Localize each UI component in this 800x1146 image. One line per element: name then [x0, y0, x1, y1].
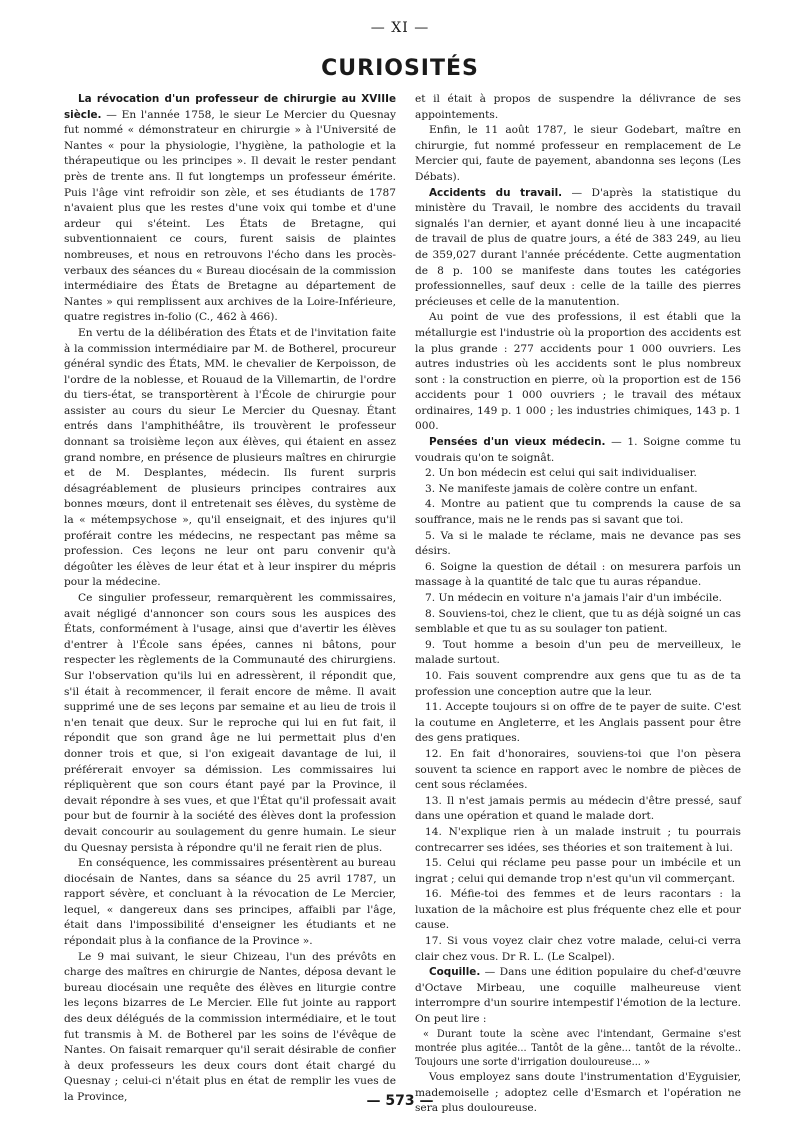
paragraph: Ce singulier professeur, remarquèrent les commissaires, avait négligé d'annoncer son cours sous les auspices des États, conformément à l'usage, ainsi que d'avertir les élèves d'entrer à l'École sans épées, cannes ni bâtons, pour respecter les règlements de la Communauté des chirurgiens. Sur l'observation qu'ils lui en adressèrent, il répondit que, s'il était à recommencer, il ferait encore de même. Il avait supprimé une de ses leçons par semaine et au lieu de trois il n'en tenait que deux. Sur le reproche qui lui en fut fait, il répondit que son grand âge ne lui permettait plus d'en donner trois et que, si l'on exigeait davantage de lui, il préférerait envoyer sa démission. Les commissaires lui répliquèrent que son cours étant payé par la Province, il devait répondre à ses vues, et que l'État qu'il professait avait pour but de fournir à la société des élèves dont la profession devait concourir au soulagement du genre humain. Le sieur du Quesnay persista à répondre qu'il ne ferait rien de plus. — [64, 592, 396, 854]
paragraph — [64, 92, 396, 326]
paragraph — [415, 965, 741, 1027]
list-item: 14. N'explique rien à un malade instruit ; tu pourrais contrecarrer ses idées, ses théories et son traitement à lui. — [415, 825, 741, 854]
paragraph-text: — En l'année 1758, le sieur Le Mercier du Quesnay fut nommé « démonstrateur en chirurgie » à l'Université de Nantes « pour la physiologie, l'hygiène, la pathologie et la thérapeutique ou les principes ». Il devait le rester pendant près de trente ans. Il fut longtemps un professeur émérite. Puis l'âge vint refroidir son zèle, et ses étudiants de 1787 n'avaient plus que les restes d'une voix qui tombe et d'une ardeur qui s'éteint. Les États de Bretagne, qui subventionnaient ce cours, furent saisis de plaintes nombreuses, et nous en retrouvons l'écho dans les procès-verbaux des séances du « Bureau diocésain de la commission intermédiaire des États de Bretagne au département de Nantes » qui remplissent aux archives de la Loire-Inférieure, quatre registres in-folio (C., 462 à 466). — [64, 108, 396, 324]
section-heading: Coquille. — [429, 966, 481, 979]
section-heading: Accidents du travail. — [429, 186, 563, 199]
list-item: 6. Soigne la question de détail : on mesurera parfois un massage à la quantité de talc que tu auras répandue. — [415, 560, 741, 589]
paragraph: En vertu de la délibération des États et de l'invitation faite à la commission intermédiaire par M. de Botherel, procureur général syndic des États, MM. le chevalier de Kerpoisson, de l'ordre de la noblesse, et Rouaud de la Villemartin, de l'ordre du tiers-état, se transportèrent à l'École de chirurgie pour assister au cours du sieur Le Mercier du Quesnay. Étant entrés dans l'amphithéâtre, ils trouvèrent le professeur donnant sa troisième leçon aux élèves, qui étaient en assez grand nombre, en présence de plusieurs maîtres en chirurgie et de M. Desplantes, médecin. Ils furent surpris désagréablement de plusieurs principes contraires aux bonnes mœurs, dont il entretenait ses élèves, du système de la « métempsychose », qu'il enseignait, et des injures qu'il proférait contre les médecins, ne respectant pas même sa profession. Ces leçons ne leur ont paru convenir qu'à dégoûter les élèves de leur état et à leur inspirer du mépris pour la médecine. — [64, 326, 396, 589]
paragraph: Vous employez sans doute l'instrumentation d'Eyguisier, mademoiselle ; adoptez celle d'Esmarch et l'opération ne sera plus douloureuse. — [415, 1071, 741, 1115]
page-title: CURIOSITÉS — [321, 56, 479, 81]
paragraph: Le 9 mai suivant, le sieur Chizeau, l'un des prévôts en charge des maîtres en chirurgie de Nantes, déposa devant le bureau diocésain une requête des élèves en liturgie contre les leçons bizarres de Le Mercier. Elle fut jointe au rapport des deux délégués de la commission intermédiaire, et le tout fut transmis à M. de Botherel par les soins de l'évêque de Nantes. On faisait remarquer qu'il serait désirable de confier à deux professeurs les deux cours dont était chargé du Quesnay ; celui-ci n'était plus en état de remplir les vues de la Province, — [64, 950, 396, 1103]
paragraph — [415, 435, 741, 466]
list-item: 16. Méfie-toi des femmes et de leurs racontars : la luxation de la mâchoire est plus fréquente chez elle et pour cause. — [415, 888, 741, 932]
quotation: « Durant toute la scène avec l'intendant, Germaine s'est montrée plus agitée... Tantôt de la gêne... tantôt de la révolte.. Toujours une sorte d'irrigation douloureuse... » — [415, 1028, 741, 1069]
right-column — [415, 92, 741, 1115]
paragraph: Enfin, le 11 août 1787, le sieur Godebart, maître en chirurgie, fut nommé professeur en remplacement de Le Mercier qui, faute de payement, abandonna ses leçons (Les Débats). — [415, 124, 741, 183]
left-column — [64, 92, 396, 1103]
paragraph: et il était à propos de suspendre la délivrance de ses appointements. — [415, 93, 741, 121]
page-header-roman-numeral: — XI — — [370, 20, 430, 36]
section-heading: Pensées d'un vieux médecin. — [429, 436, 606, 449]
paragraph — [415, 186, 741, 311]
list-item: 17. Si vous voyez clair chez votre malade, celui-ci verra clair chez vous. Dr R. L. (Le Scalpel). — [415, 935, 741, 963]
list-item: 3. Ne manifeste jamais de colère contre un enfant. — [425, 482, 698, 495]
paragraph: En conséquence, les commissaires présentèrent au bureau diocésain de Nantes, dans sa séance du 25 avril 1787, un rapport sévère, et concluant à la révocation de Le Mercier, lequel, « dangereux dans ses principes, affaibli par l'âge, était dans l'impossibilité d'enseigner les étudiants et ne répondait plus à la confiance de la Province ». — [64, 857, 396, 948]
page-number: — 573 — — [366, 1093, 434, 1109]
list-item: 13. Il n'est jamais permis au médecin d'être pressé, sauf dans une opération et quand le malade dort. — [415, 794, 741, 823]
section-heading: La révocation d'un professeur de chirurgie au XVIIIe siècle. — [64, 93, 396, 121]
list-item: 5. Va si le malade te réclame, mais ne devance pas ses désirs. — [415, 529, 741, 558]
paragraph-text: — Dans une édition populaire du chef-d'œuvre d'Octave Mirbeau, une coquille malheureuse vient interrompre d'un sourire intempestif l'émotion de la lecture. On peut lire : — [415, 966, 741, 1026]
list-item: 7. Un médecin en voiture n'a jamais l'air d'un imbécile. — [425, 592, 723, 604]
list-item: 9. Tout homme a besoin d'un peu de merveilleux, le malade surtout. — [415, 638, 741, 667]
paragraph: Au point de vue des professions, il est établi que la métallurgie est l'industrie où la proportion des accidents est la plus grande : 277 accidents pour 1 000 ouvriers. Les autres industries où les accidents sont le plus nombreux sont : la construction en pierre, où la proportion est de 156 accidents pour 1 000 ouvriers ; le travail des métaux ordinaires, 149 p. 1 000 ; les industries chimiques, 143 p. 1 000. — [415, 311, 741, 433]
list-item: 10. Fais souvent comprendre aux gens que tu as de ta profession une conception autre que la leur. — [415, 669, 741, 698]
list-item: 4. Montre au patient que tu comprends la cause de sa souffrance, mais ne le rends pas si savant que toi. — [415, 498, 741, 527]
paragraph-text: — D'après la statistique du ministère du Travail, le nombre des accidents du travail signalés l'an dernier, et ayant donné lieu à une incapacité de travail de plus de quatre jours, a été de 383 249, au lieu de 359,027 durant l'année précédente. Cette augmentation de 8 p. 100 se manifeste dans toutes les catégories professionnelles, sauf deux : celle de la taille des pierres précieuses et celle de la manutention. — [415, 186, 741, 308]
list-item: 2. Un bon médecin est celui qui sait individualiser. — [425, 467, 697, 480]
paragraph-text: — 1. Soigne comme tu voudrais qu'on te soignât. — [415, 436, 741, 464]
list-item: 8. Souviens-toi, chez le client, que tu as déjà soigné un cas semblable et que tu as su soulager ton patient. — [415, 607, 741, 636]
list-item: 11. Accepte toujours si on offre de te payer de suite. C'est la coutume en Angleterre, et les Anglais passent pour être des gens pratiques. — [415, 701, 741, 745]
list-item: 15. Celui qui réclame peu passe pour un imbécile et un ingrat ; celui qui demande trop n'est qu'un vil commerçant. — [415, 857, 741, 885]
list-item: 12. En fait d'honoraires, souviens-toi que l'on pèsera souvent ta science en rapport avec le nombre de pièces de cent sous réclamées. — [415, 747, 741, 792]
